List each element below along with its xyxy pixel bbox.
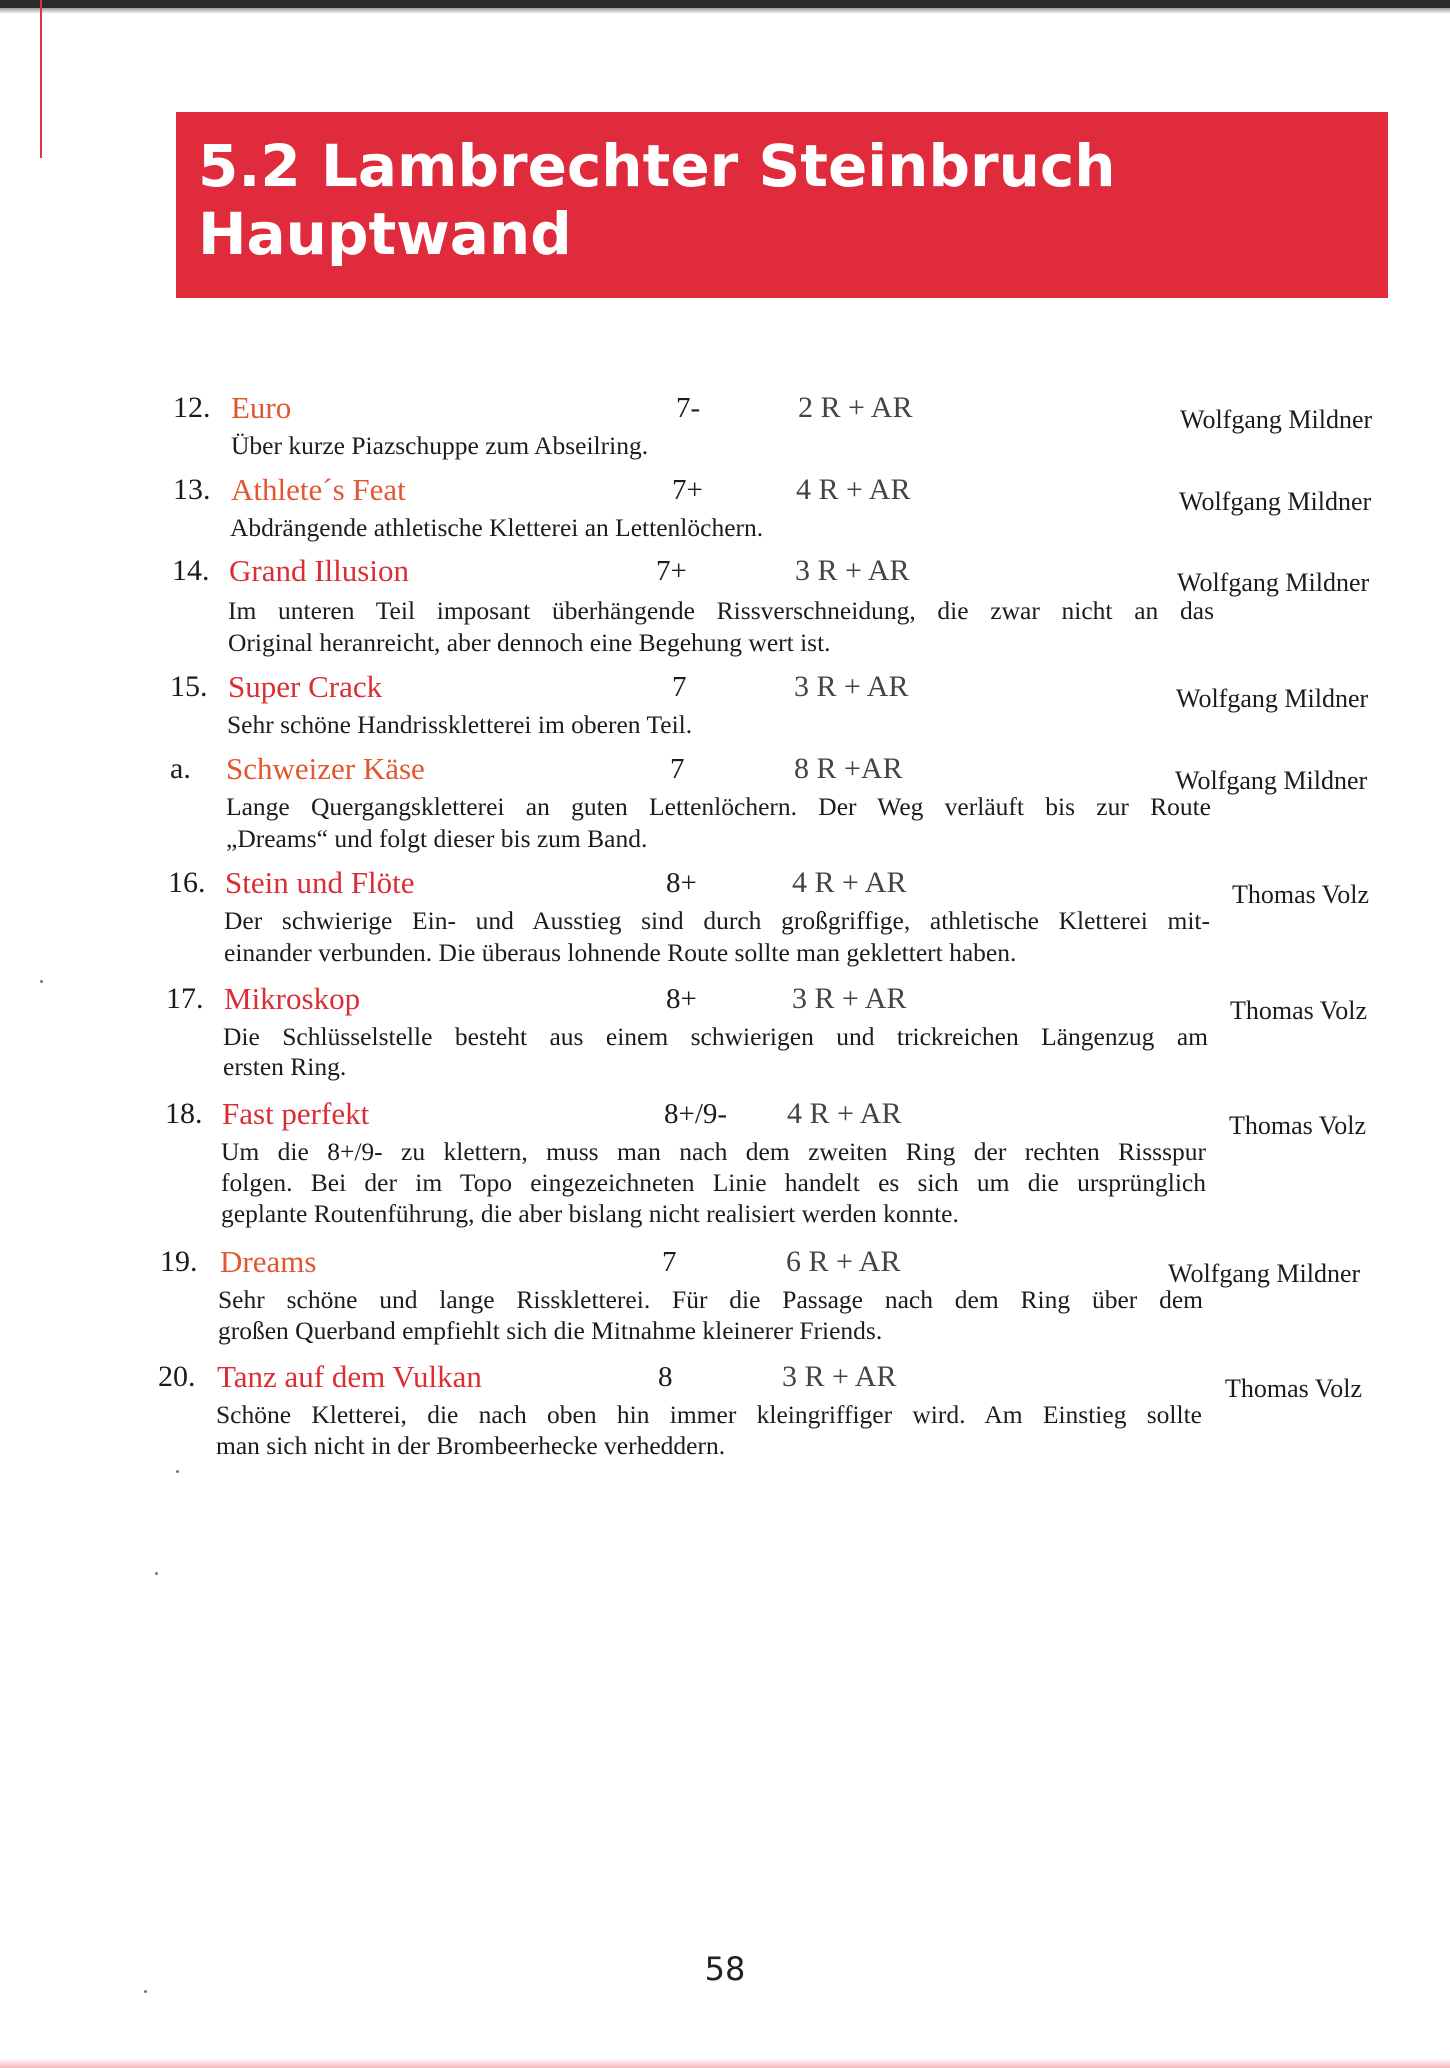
route-entry [0,551,1450,657]
route-entry [0,667,1450,739]
route-grade: 8+ [666,983,697,1015]
route-description-line: Sehr schöne Handrisskletterei im oberen Teil. [227,710,693,739]
route-description-line: großen Querband empfiehlt sich die Mitnahme kleinerer Friends. [218,1316,883,1345]
route-gear: 2 R + AR [798,391,913,424]
route-number: 17. [166,982,204,1015]
route-author: Wolfgang Mildner [1179,487,1372,516]
route-grade: 8+ [666,867,697,899]
route-entry [0,979,1450,1081]
route-grade: 8 [658,1361,673,1393]
scan-speck [176,1470,179,1473]
route-number: 18. [165,1097,203,1130]
route-gear: 3 R + AR [794,670,909,703]
route-description-line: Die Schlüsselstelle besteht aus einem schwierigen und trickreichen Längenzug am [223,1022,1208,1051]
route-number: 14. [172,554,210,587]
route-name: Schweizer Käse [226,751,425,786]
route-grade: 7- [676,392,701,424]
route-number: 19. [160,1245,198,1278]
route-gear: 4 R + AR [792,866,907,899]
route-name: Fast perfekt [222,1096,370,1131]
route-gear: 4 R + AR [796,473,911,506]
route-description-line: Der schwierige Ein- und Ausstieg sind durch großgriffige, athletische Kletterei mit- [224,906,1210,935]
route-entry [0,749,1450,853]
route-entry [0,1357,1450,1460]
route-description-line: man sich nicht in der Brombeerhecke verheddern. [216,1431,726,1460]
route-name: Super Crack [228,669,383,704]
route-author: Thomas Volz [1230,996,1367,1025]
route-name: Euro [231,390,292,425]
route-name: Athlete´s Feat [231,472,406,507]
route-author: Wolfgang Mildner [1176,684,1369,713]
route-number: 15. [170,670,208,703]
route-name: Tanz auf dem Vulkan [217,1359,482,1394]
route-entry [0,388,1450,460]
route-gear: 4 R + AR [787,1097,902,1130]
route-entry [0,1094,1450,1228]
scan-left-mark [40,0,42,158]
route-description-line: einander verbunden. Die überaus lohnende Route sollte man geklettert haben. [224,938,1017,967]
route-grade: 8+/9- [664,1098,728,1130]
route-description-line: folgen. Bei der im Topo eingezeichneten Linie handelt es sich um die ursprünglich [221,1168,1206,1197]
route-number: 13. [173,473,211,506]
route-gear: 3 R + AR [792,982,907,1015]
chapter-title-banner [176,112,1388,298]
scan-bottom-edge [0,2058,1450,2068]
route-author: Thomas Volz [1229,1111,1366,1140]
route-description-line: Sehr schöne und lange Risskletterei. Für die Passage nach dem Ring über dem [218,1285,1203,1314]
route-author: Thomas Volz [1232,880,1369,909]
route-grade: 7+ [672,474,703,506]
route-description-line: Über kurze Piazschuppe zum Abseilring. [231,431,649,460]
route-description-line: geplante Routenführung, die aber bislang nicht realisiert werden konnte. [221,1199,959,1228]
route-author: Wolfgang Mildner [1168,1259,1361,1288]
route-name: Dreams [220,1244,317,1279]
route-name: Grand Illusion [229,553,409,588]
route-grade: 7+ [656,555,687,587]
route-name: Stein und Flöte [225,865,415,900]
route-gear: 3 R + AR [782,1360,897,1393]
scan-speck [155,1572,158,1575]
route-author: Wolfgang Mildner [1180,405,1373,434]
route-gear: 3 R + AR [795,554,910,587]
route-description-line: ersten Ring. [223,1052,347,1081]
route-entry [0,470,1450,542]
route-author: Wolfgang Mildner [1175,766,1368,795]
scan-top-shadow [0,8,1450,14]
page-number: 58 [704,1950,746,1988]
scan-top-edge [0,0,1450,8]
route-author: Thomas Volz [1225,1374,1362,1403]
route-description-line: Schöne Kletterei, die nach oben hin immer kleingriffiger wird. Am Einstieg sollte [216,1400,1202,1429]
route-grade: 7 [662,1246,677,1278]
route-description-line: Abdrängende athletische Kletterei an Lettenlöchern. [230,513,764,542]
route-description-line: Um die 8+/9- zu klettern, muss man nach dem zweiten Ring der rechten Rissspur [221,1137,1206,1166]
route-description-line: Lange Quergangskletterei an guten Lettenlöchern. Der Weg verläuft bis zur Route [226,792,1211,821]
route-description-line: Im unteren Teil imposant überhängende Rissverschneidung, die zwar nicht an das [228,596,1214,625]
route-name: Mikroskop [224,981,361,1016]
route-grade: 7 [672,671,687,703]
route-gear: 8 R +AR [794,752,903,785]
route-entry [0,1242,1450,1345]
route-gear: 6 R + AR [786,1245,901,1278]
scan-speck [144,1990,147,1993]
route-number: a. [170,752,191,785]
route-number: 16. [168,866,206,899]
route-author: Wolfgang Mildner [1177,568,1370,597]
chapter-title-line-2: Hauptwand [198,200,572,268]
route-description-line: Original heranreicht, aber dennoch eine Begehung wert ist. [228,628,831,657]
route-grade: 7 [670,753,685,785]
chapter-title-line-1: 5.2 Lambrechter Steinbruch [198,132,1116,200]
route-description-line: „Dreams“ und folgt dieser bis zum Band. [226,824,648,853]
route-number: 20. [158,1360,196,1393]
route-number: 12. [173,391,211,424]
route-entry [0,863,1450,967]
